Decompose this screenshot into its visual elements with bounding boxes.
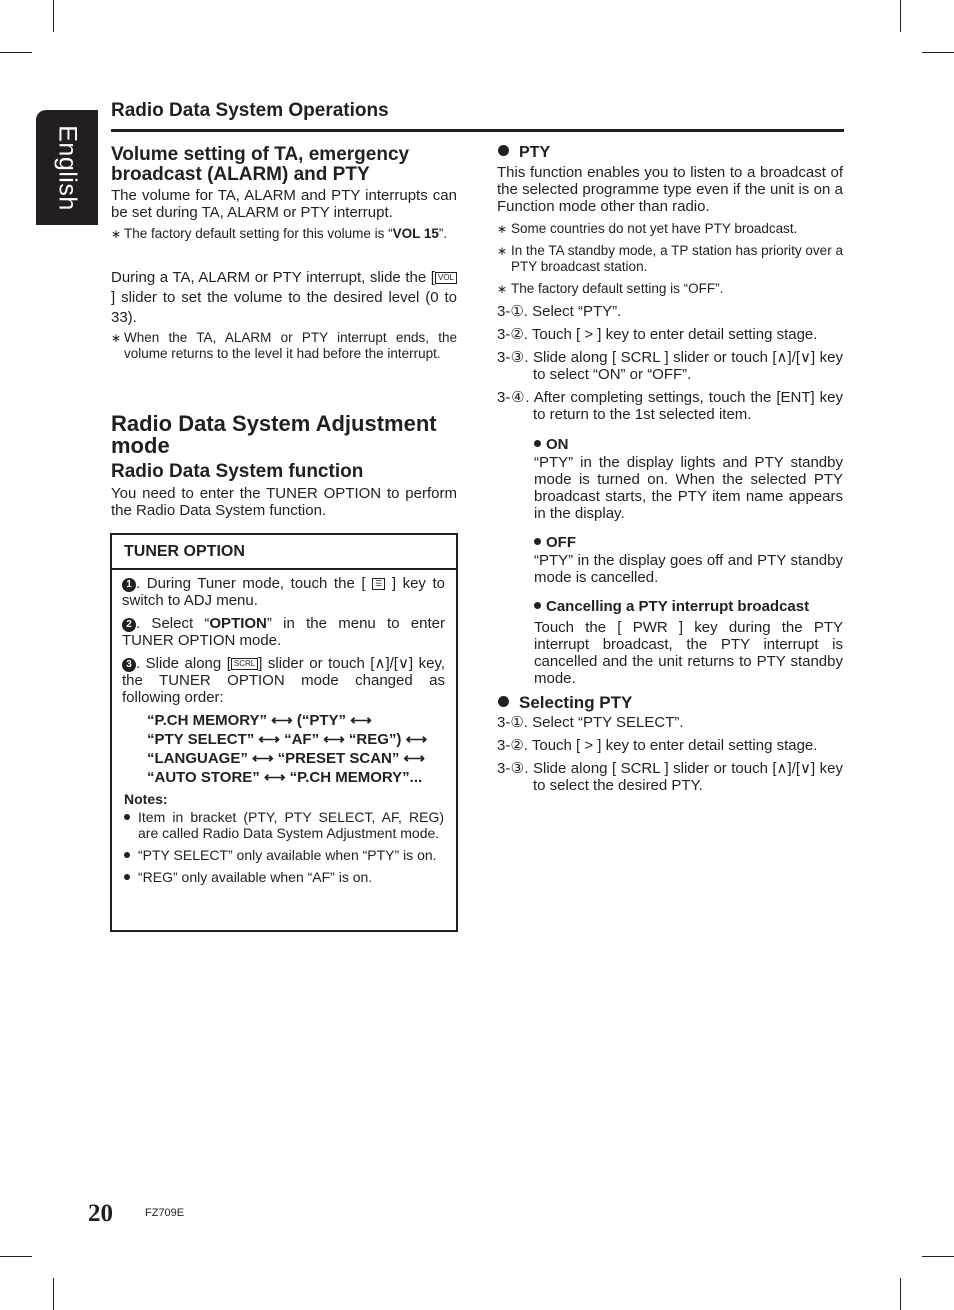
step-3-text: . Slide along [	[136, 655, 231, 672]
step-1-text-end: ] key to switch to ADJ menu.	[122, 575, 445, 609]
notes-title: Notes:	[124, 791, 168, 807]
pty-note-text: Some countries do not yet have PTY broadcast.	[511, 221, 798, 236]
note-item	[124, 869, 444, 885]
mode-order-line: “AUTO STORE” ⟷ “P.CH MEMORY”...	[147, 769, 423, 786]
asterisk-icon: ∗	[497, 282, 508, 296]
note-item	[124, 809, 444, 841]
pty-heading	[498, 144, 550, 162]
rds-function-body: You need to enter the TUNER OPTION to perform the Radio Data System function.	[111, 485, 457, 519]
crop-mark	[53, 0, 54, 32]
pty-title: PTY	[519, 144, 551, 161]
volume-intro: The volume for TA, ALARM and PTY interrupts can be set during TA, ALARM or PTY interrupt.	[111, 187, 457, 221]
crop-mark	[922, 52, 954, 53]
bullet-icon	[124, 874, 130, 880]
tuner-option-header	[112, 535, 456, 570]
select-pty-title: Selecting PTY	[519, 693, 633, 712]
asterisk-icon: ∗	[111, 227, 122, 241]
note-item	[124, 847, 444, 863]
step-number-icon: 1	[122, 578, 136, 592]
mode-order-line: “PTY SELECT” ⟷ “AF” ⟷ “REG”) ⟷	[147, 731, 428, 748]
step-2-text-end: ” in the menu to enter TUNER OPTION mode.	[122, 615, 445, 649]
note-text: Item in bracket (PTY, PTY SELECT, AF, REG) are called Radio Data System Adjustment mode.	[138, 809, 444, 841]
bullet-icon	[124, 852, 130, 858]
step-number-icon: 2	[122, 618, 136, 632]
cancel-heading	[534, 598, 809, 615]
note-text: “REG” only available when “AF” is on.	[138, 869, 373, 885]
select-step: 3-①. Select “PTY SELECT”.	[497, 714, 684, 731]
language-tab	[36, 110, 98, 225]
step-1-text: . During Tuner mode, touch the [	[136, 575, 373, 592]
on-title: ON	[546, 436, 569, 453]
select-pty-steps	[497, 714, 843, 794]
crop-mark	[0, 52, 32, 53]
step-2	[122, 615, 445, 649]
pty-note	[497, 221, 843, 237]
tuner-option-box	[110, 533, 458, 932]
cancel-title: Cancelling a PTY interrupt broadcast	[546, 598, 810, 615]
pty-steps	[497, 303, 843, 423]
mode-order	[147, 711, 447, 787]
step-2-text: . Select “	[136, 615, 210, 632]
rds-function-title: Radio Data System function	[111, 461, 364, 482]
off-body: “PTY” in the display goes off and PTY standby mode is cancelled.	[534, 552, 843, 586]
step-3	[122, 655, 445, 706]
volume-title: Volume setting of TA, emergency broadcast (ALARM) and PTY	[111, 144, 410, 185]
volume-default-value: VOL 15	[392, 226, 439, 241]
bullet-icon	[534, 538, 541, 545]
crop-mark	[53, 1278, 54, 1310]
vol-key-icon: VOL	[435, 272, 457, 284]
off-heading	[534, 534, 576, 551]
off-title: OFF	[546, 534, 576, 551]
tuner-option-title: TUNER OPTION	[124, 543, 245, 560]
step-1	[122, 575, 445, 609]
pty-step: 3-③. Slide along [ SCRL ] slider or touch [∧]/[∨] key to select “ON” or “OFF”.	[497, 349, 843, 383]
on-heading	[534, 436, 569, 453]
bullet-icon	[498, 145, 509, 156]
select-step: 3-②. Touch [ > ] key to enter detail setting stage.	[497, 737, 818, 754]
menu-key-icon: ☰	[372, 578, 385, 590]
pty-step: 3-①. Select “PTY”.	[497, 303, 622, 320]
pty-note	[497, 281, 843, 297]
bullet-icon	[498, 696, 509, 707]
mode-order-line: “LANGUAGE” ⟷ “PRESET SCAN” ⟷	[147, 750, 426, 767]
bullet-icon	[124, 814, 130, 820]
volume-body	[111, 268, 457, 328]
pty-note-text: In the TA standby mode, a TP station has priority over a PTY broadcast station.	[511, 243, 843, 274]
cancel-body: Touch the [ PWR ] key during the PTY interrupt broadcast, the PTY interrupt is cancelled and the unit returns to PTY standby mode.	[534, 619, 843, 687]
pty-notes	[497, 221, 843, 297]
volume-note-2	[111, 330, 457, 362]
pty-step: 3-④. After completing settings, touch the [ENT] key to return to the 1st selected item.	[497, 389, 843, 423]
select-step: 3-③. Slide along [ SCRL ] slider or touch [∧]/[∨] key to select the desired PTY.	[497, 760, 843, 794]
crop-mark	[900, 1278, 901, 1310]
pty-note	[497, 243, 843, 275]
asterisk-icon: ∗	[111, 331, 122, 345]
note-text: “PTY SELECT” only available when “PTY” is on.	[138, 847, 437, 863]
step-3-text-end: ] slider or touch [∧]/[∨] key, the TUNER OPTION mode changed as following order:	[122, 655, 445, 706]
pty-body: This function enables you to listen to a broadcast of the selected programme type even if the unit is on a Function mode other than radio.	[497, 164, 843, 215]
crop-mark	[922, 1256, 954, 1257]
mode-order-line: “P.CH MEMORY” ⟷ (“PTY” ⟷	[147, 712, 372, 729]
volume-note-1-text: The factory default setting for this volume is “	[124, 226, 393, 241]
crop-mark	[0, 1256, 32, 1257]
pty-step: 3-②. Touch [ > ] key to enter detail setting stage.	[497, 326, 818, 343]
bullet-icon	[534, 440, 541, 447]
on-body: “PTY” in the display lights and PTY standby mode is turned on. When the selected PTY broadcast starts, the PTY item name appears in the display.	[534, 454, 843, 522]
select-pty-heading	[498, 693, 632, 713]
asterisk-icon: ∗	[497, 222, 508, 236]
notes-list	[124, 809, 444, 885]
page-number: 20	[88, 1200, 113, 1227]
volume-body-end: ] slider to set the volume to the desired level (0 to 33).	[111, 289, 457, 326]
section-header: Radio Data System Operations	[111, 100, 389, 121]
adjustment-mode-title: Radio Data System Adjustment mode	[111, 411, 437, 458]
volume-note-1-end: ”.	[438, 226, 448, 241]
pty-note-text: The factory default setting is “OFF”.	[511, 281, 724, 296]
asterisk-icon: ∗	[497, 244, 508, 258]
header-rule	[111, 129, 844, 132]
volume-body-start: During a TA, ALARM or PTY interrupt, slide the [	[111, 269, 435, 286]
bullet-icon	[534, 602, 541, 609]
volume-note-2-text: When the TA, ALARM or PTY interrupt ends, the volume returns to the level it had before the interrupt.	[124, 330, 457, 361]
language-tab-label: English	[53, 124, 82, 211]
option-label: OPTION	[209, 615, 267, 632]
step-number-icon: 3	[122, 658, 136, 672]
crop-mark	[900, 0, 901, 32]
scrl-key-icon: SCRL	[231, 658, 258, 670]
volume-note-1	[111, 226, 457, 242]
model-code: FZ709E	[145, 1207, 185, 1219]
